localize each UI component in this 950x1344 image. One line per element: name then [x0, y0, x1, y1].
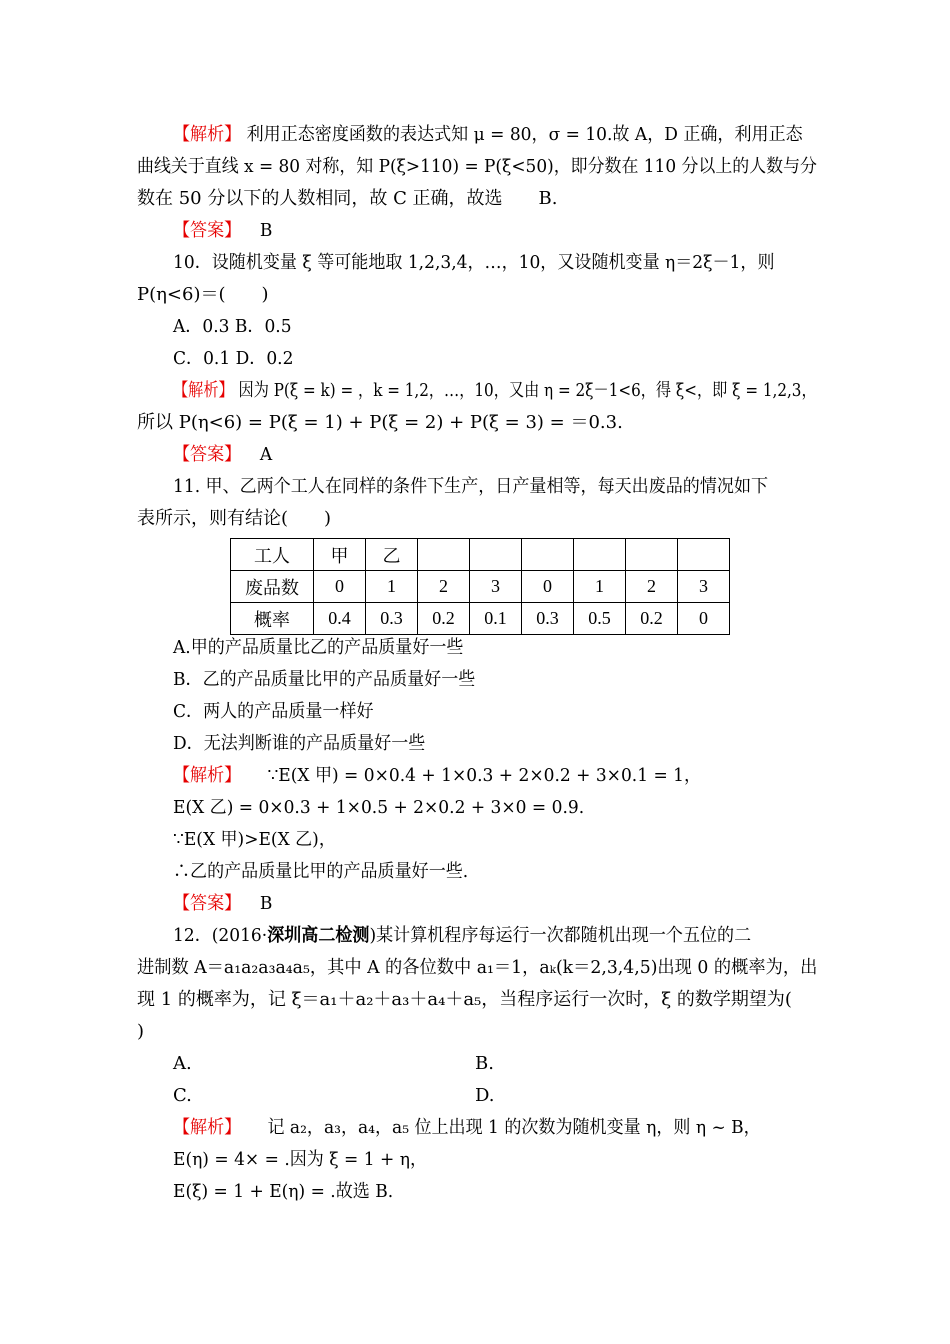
- q12-stem-3: 现 1 的概率为，记 ξ＝a₁＋a₂＋a₃＋a₄＋a₅，当程序运行一次时，ξ 的数学期望为(: [137, 989, 792, 1010]
- jiexi-tag: 【解析】: [173, 765, 242, 786]
- table-cell: 0: [678, 603, 730, 635]
- jiexi-tag: 【解析】: [173, 380, 234, 401]
- q10-stem-1: 10．设随机变量 ξ 等可能地取 1,2,3,4，…，10，又设随机变量 η＝2ξ－1，则: [173, 252, 775, 273]
- table-cell: 概率: [231, 603, 314, 635]
- table-cell: 1: [574, 571, 626, 603]
- table-cell: 工人: [231, 539, 314, 571]
- table-cell: [470, 539, 522, 571]
- q12-jiexi-text-2: E(η) = 4× = .因为 ξ = 1 + η，: [173, 1149, 427, 1170]
- answer-tag: 【答案】: [173, 893, 242, 914]
- q12-stem-suffix: )某计算机程序每运行一次都随机出现一个五位的二: [369, 925, 752, 946]
- table-cell: 废品数: [231, 571, 314, 603]
- q12-stem-prefix: 12．(2016·: [173, 925, 268, 946]
- table-row-worker: [231, 539, 730, 571]
- q12-option-c: C.: [173, 1085, 192, 1106]
- table-cell: 乙: [366, 539, 418, 571]
- jiexi-tag: 【解析】: [173, 124, 242, 145]
- table-cell: [626, 539, 678, 571]
- table-cell: 2: [626, 571, 678, 603]
- q12-jiexi-text-1: 记 a₂，a₃，a₄，a₅ 位上出现 1 的次数为随机变量 η，则 η ~ B，: [267, 1117, 761, 1138]
- table-row-defects: [231, 571, 730, 603]
- jiexi-tag: 【解析】: [173, 1117, 242, 1138]
- defect-table: [230, 538, 730, 635]
- q10-options-ab: A．0.3 B．0.5: [173, 316, 292, 337]
- q12-option-d: D.: [475, 1085, 495, 1106]
- table-cell: 2: [418, 571, 470, 603]
- q12-stem-2: 进制数 A＝a₁a₂a₃a₄a₅，其中 A 的各位数中 a₁＝1，aₖ(k＝2,3,4,5)出现 0 的概率为，出: [137, 957, 818, 978]
- q11-option-c: C．两人的产品质量一样好: [173, 701, 374, 722]
- q12-source: 深圳高二检测: [267, 925, 370, 946]
- q10-jiexi-line: [173, 380, 817, 402]
- table-cell: 0: [522, 571, 574, 603]
- q9-jiexi-line: [173, 124, 817, 146]
- q11-answer: B: [259, 893, 273, 914]
- q11-jiexi-text-1: ∵E(X 甲) = 0×0.4 + 1×0.3 + 2×0.2 + 3×0.1 = 1，: [267, 765, 702, 786]
- table-cell: 1: [366, 571, 418, 603]
- table-cell: [678, 539, 730, 571]
- table-cell: 0: [314, 571, 366, 603]
- answer-tag: 【答案】: [173, 220, 242, 241]
- q11-jiexi-text-4: ∴乙的产品质量比甲的产品质量好一些.: [173, 861, 469, 882]
- q12-jiexi-text-3: E(ξ) = 1 + E(η) = .故选 B.: [173, 1181, 394, 1202]
- table-cell: 3: [470, 571, 522, 603]
- table-cell: 0.3: [522, 603, 574, 635]
- q11-option-a: A.甲的产品质量比乙的产品质量好一些: [173, 637, 464, 658]
- q9-answer: B: [259, 220, 273, 241]
- table-cell: 0.5: [574, 603, 626, 635]
- q11-jiexi-text-3: ∵E(X 甲)>E(X 乙)，: [173, 829, 336, 850]
- table-cell: 0.4: [314, 603, 366, 635]
- answer-tag: 【答案】: [173, 444, 242, 465]
- table-cell: 甲: [314, 539, 366, 571]
- q10-jiexi-text-2: 所以 P(η<6) = P(ξ = 1) + P(ξ = 2) + P(ξ = 3) = ＝0.3.: [137, 412, 623, 433]
- q12-stem-4: ): [137, 1021, 145, 1042]
- table-row-probability: [231, 603, 730, 635]
- q12-stem-1: [173, 925, 817, 947]
- table-cell: [522, 539, 574, 571]
- q11-jiexi-text-2: E(X 乙) = 0×0.3 + 1×0.5 + 2×0.2 + 3×0 = 0.9.: [173, 797, 585, 818]
- q12-option-a: A.: [173, 1053, 192, 1074]
- table-cell: 0.2: [418, 603, 470, 635]
- q11-option-d: D．无法判断谁的产品质量好一些: [173, 733, 426, 754]
- q9-jiexi-text-3: 数在 50 分以下的人数相同，故 C 正确，故选 B.: [137, 188, 558, 209]
- table-cell: 0.3: [366, 603, 418, 635]
- table-cell: [418, 539, 470, 571]
- q10-options-cd: C．0.1 D．0.2: [173, 348, 294, 369]
- q11-stem-1: 11. 甲、乙两个工人在同样的条件下生产，日产量相等，每天出废品的情况如下: [173, 476, 769, 497]
- q10-stem-2: P(η<6)＝( ): [137, 284, 269, 305]
- q10-jiexi-text-1: 因为 P(ξ = k) = ，k = 1,2，…，10，又由 η = 2ξ－1<6，得 ξ<，即 ξ = 1,2,3，: [238, 380, 817, 401]
- q9-jiexi-text-2: 曲线关于直线 x = 80 对称，知 P(ξ>110) = P(ξ<50)，即分数在 110 分以上的人数与分: [137, 156, 818, 177]
- table-cell: 3: [678, 571, 730, 603]
- q9-answer-line: [173, 220, 817, 242]
- q10-answer: A: [259, 444, 273, 465]
- q11-option-b: B．乙的产品质量比甲的产品质量好一些: [173, 669, 476, 690]
- q12-option-b: B.: [475, 1053, 494, 1074]
- table-cell: 0.1: [470, 603, 522, 635]
- q11-answer-line: [173, 893, 817, 915]
- table-cell: 0.2: [626, 603, 678, 635]
- table-cell: [574, 539, 626, 571]
- q9-jiexi-text-1: 利用正态密度函数的表达式知 μ = 80，σ = 10.故 A，D 正确，利用正态: [246, 124, 803, 145]
- q11-jiexi-line: [173, 765, 817, 787]
- q10-answer-line: [173, 444, 817, 466]
- q12-jiexi-line: [173, 1117, 817, 1139]
- q11-stem-2: 表所示，则有结论( ): [137, 508, 332, 529]
